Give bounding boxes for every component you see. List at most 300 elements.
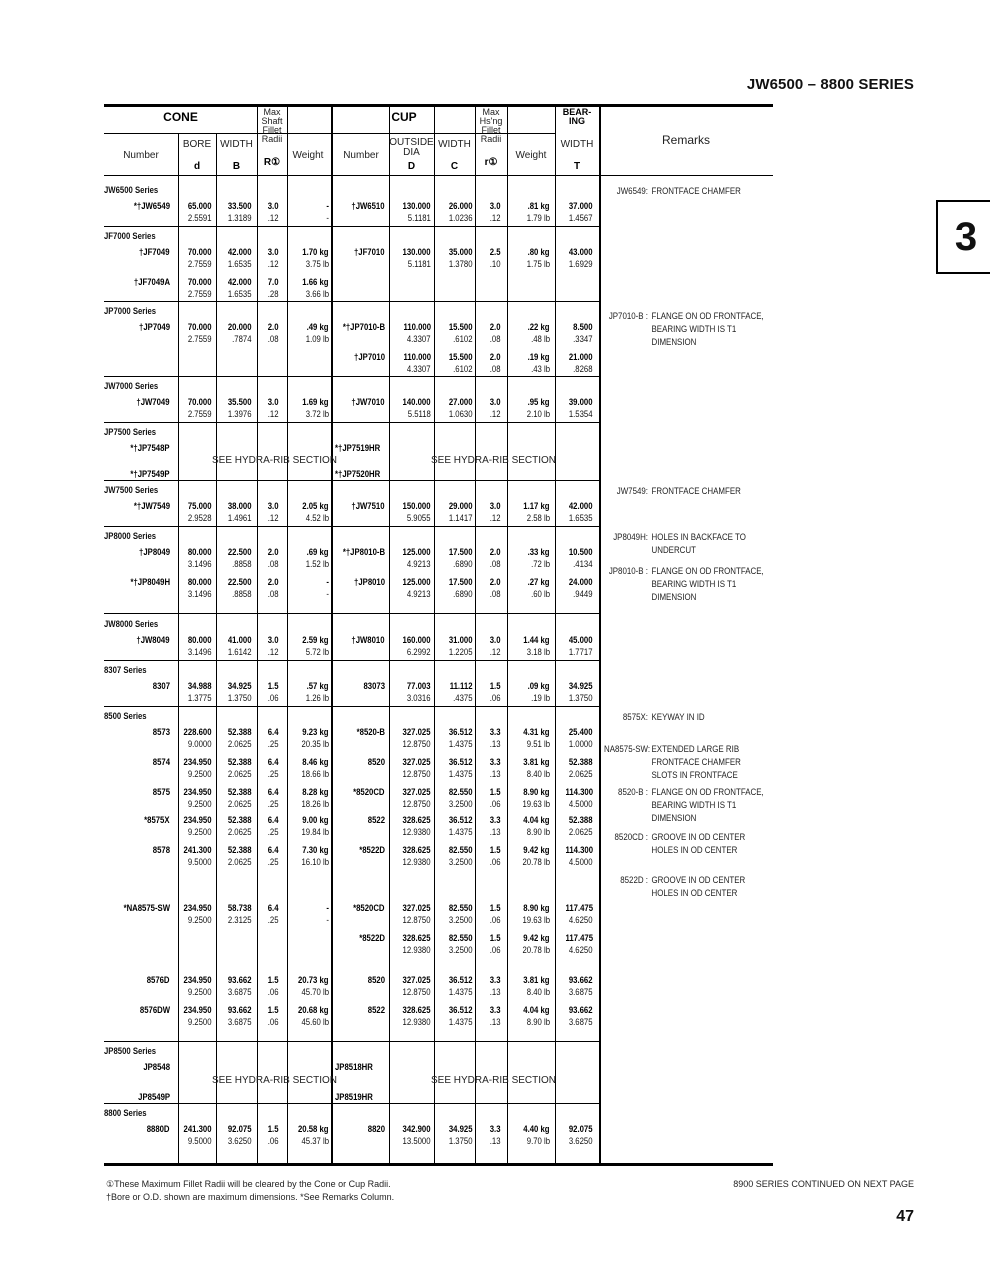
od-inch: 5.9055: [407, 513, 431, 523]
cwidth-metric: 82.550: [449, 903, 473, 913]
page-title: JW6500 – 8800 SERIES: [746, 76, 914, 93]
od-inch: 12.9380: [403, 857, 431, 867]
cradius-inch: .10: [490, 259, 501, 269]
cup-number: *8522D: [359, 845, 385, 855]
remark-text: DIMENSION: [651, 592, 697, 602]
remark-text: UNDERCUT: [651, 545, 696, 555]
width-inch: 3.6250: [228, 1136, 252, 1146]
cradius-metric: 3.3: [490, 975, 501, 985]
width-metric: 33.500: [228, 201, 252, 211]
cwidth-inch: .6890: [453, 559, 473, 569]
cup-number: †JW6510: [351, 201, 385, 211]
cweight-inch: .60 lb: [531, 589, 550, 599]
remark-key: JP7010-B :: [608, 311, 648, 321]
bore-metric: 34.988: [188, 681, 212, 691]
bwidth-metric: 92.075: [569, 1124, 593, 1134]
weight-metric: 1.66 kg: [302, 277, 329, 287]
bwidth-metric: 43.000: [569, 247, 593, 257]
cwidth-metric: 36.512: [449, 757, 473, 767]
cweight-metric: .95 kg: [528, 397, 550, 407]
cup-number: 8522: [367, 815, 385, 825]
od-inch: 4.9213: [407, 589, 431, 599]
od-inch: 12.8750: [403, 987, 431, 997]
column-line: [555, 104, 556, 1163]
cradius-inch: .06: [490, 799, 501, 809]
cup-number: 8820: [367, 1124, 385, 1134]
cradius-inch: .13: [490, 827, 501, 837]
radius-inch: .25: [268, 769, 279, 779]
bwidth-inch: 4.5000: [569, 799, 593, 809]
cwidth-inch: 1.4375: [449, 769, 473, 779]
od-metric: 130.000: [403, 247, 431, 257]
width-inch: 1.6535: [228, 259, 252, 269]
weight-inch: 18.66 lb: [301, 769, 329, 779]
od-inch: 12.8750: [403, 799, 431, 809]
page-number: 47: [896, 1208, 914, 1225]
remark: [604, 185, 741, 198]
cup-weight-header: Weight: [515, 150, 547, 161]
width-inch: 1.4961: [228, 513, 252, 523]
hydra-rib-note: SEE HYDRA-RIB SECTION: [212, 455, 338, 466]
bore-metric: 70.000: [188, 277, 212, 287]
radius-metric: 2.0: [268, 577, 279, 587]
cwidth-metric: 82.550: [449, 787, 473, 797]
bwidth-inch: 2.0625: [569, 769, 593, 779]
bwidth-metric: 10.500: [569, 547, 593, 557]
cone-number: *†JP8049H: [130, 577, 170, 587]
cradius-metric: 3.3: [490, 1124, 501, 1134]
bwidth-inch: 1.3750: [569, 693, 593, 703]
cradius-inch: .08: [490, 334, 501, 344]
bore-metric: 234.950: [184, 975, 212, 985]
cup-number: 83073: [363, 681, 385, 691]
bore-inch: 2.7559: [188, 259, 212, 269]
weight-metric: 8.46 kg: [302, 757, 329, 767]
radius-metric: 1.5: [268, 975, 279, 985]
remark-text: GROOVE IN OD CENTER: [651, 875, 746, 885]
series-label: 8800 Series: [104, 1108, 147, 1118]
cweight-metric: 9.42 kg: [523, 933, 550, 943]
cweight-inch: 9.51 lb: [526, 739, 550, 749]
remarks-header: Remarks: [661, 133, 710, 147]
width-metric: 52.388: [228, 787, 252, 797]
remark-text: HOLES IN BACKFACE TO: [651, 532, 746, 542]
remark-key: JP8010-B :: [608, 566, 648, 576]
remark: [604, 786, 764, 823]
bwidth-inch: 1.7717: [569, 647, 593, 657]
width-metric: 52.388: [228, 845, 252, 855]
remark-text: FLANGE ON OD FRONTFACE,: [651, 311, 764, 321]
weight-metric: 20.58 kg: [298, 1124, 329, 1134]
remark-key: JP8049H:: [613, 532, 648, 542]
cone-number: 8573: [152, 727, 170, 737]
cwidth-inch: .6102: [453, 334, 473, 344]
cwidth-inch: 3.2500: [449, 945, 473, 955]
remark-key: 8575X:: [622, 712, 648, 722]
section-tab[interactable]: 3: [936, 200, 990, 274]
bwidth-metric: 52.388: [569, 757, 593, 767]
remark-text: BEARING WIDTH IS T1: [651, 324, 737, 334]
remark: [604, 711, 705, 724]
cweight-metric: 4.31 kg: [523, 727, 550, 737]
hydra-rib-note: SEE HYDRA-RIB SECTION: [431, 455, 557, 466]
weight-metric: .49 kg: [307, 322, 329, 332]
cwidth-metric: 36.512: [449, 1005, 473, 1015]
cradius-inch: .12: [490, 213, 501, 223]
cone-number: 8578: [152, 845, 170, 855]
cone-number: †JW8049: [136, 635, 170, 645]
bore-inch: 9.0000: [188, 739, 212, 749]
cweight-inch: 1.75 lb: [526, 259, 550, 269]
cweight-inch: 2.58 lb: [526, 513, 550, 523]
od-metric: 328.625: [403, 933, 431, 943]
weight-metric: -: [326, 201, 329, 211]
width-inch: 2.0625: [228, 827, 252, 837]
width-metric: 22.500: [228, 577, 252, 587]
cup-number: *†JP7519HR: [335, 443, 381, 453]
cwidth-metric: 35.000: [449, 247, 473, 257]
table-bottom-rule: [104, 1163, 773, 1166]
cone-number-header: Number: [123, 150, 159, 161]
remark-text: SLOTS IN FRONTFACE: [651, 770, 738, 780]
cweight-inch: 20.78 lb: [522, 945, 550, 955]
cweight-metric: 9.42 kg: [523, 845, 550, 855]
remark-text: BEARING WIDTH IS T1: [651, 800, 737, 810]
radius-inch: .25: [268, 857, 279, 867]
cradius-metric: 3.3: [490, 1005, 501, 1015]
cup-number: JP8519HR: [335, 1092, 373, 1102]
weight-inch: 3.66 lb: [305, 289, 329, 299]
cwidth-inch: 1.4375: [449, 987, 473, 997]
cwidth-metric: 36.512: [449, 815, 473, 825]
cradius-metric: 3.0: [490, 397, 501, 407]
radius-inch: .08: [268, 334, 279, 344]
cone-number: JP8548: [143, 1062, 170, 1072]
cradius-metric: 2.0: [490, 322, 501, 332]
bore-metric: 80.000: [188, 577, 212, 587]
radius-metric: 3.0: [268, 201, 279, 211]
cweight-metric: 4.40 kg: [523, 1124, 550, 1134]
series-label: JF7000 Series: [104, 231, 156, 241]
remark-text: KEYWAY IN ID: [651, 712, 705, 722]
cone-number: *†JP7548P: [130, 443, 170, 453]
cone-number: 8307: [152, 681, 170, 691]
cweight-inch: 8.40 lb: [526, 987, 550, 997]
remark-text: HOLES IN OD CENTER: [651, 845, 738, 855]
bwidth-inch: 3.6875: [569, 1017, 593, 1027]
bore-inch: 2.7559: [188, 334, 212, 344]
cwidth-metric: 34.925: [449, 1124, 473, 1134]
od-inch: 12.8750: [403, 769, 431, 779]
width-metric: 52.388: [228, 815, 252, 825]
cradius-metric: 3.3: [490, 727, 501, 737]
cone-number: *NA8575-SW: [123, 903, 170, 913]
T-symbol: T: [573, 161, 581, 172]
radius-metric: 3.0: [268, 635, 279, 645]
cwidth-inch: 1.4375: [449, 827, 473, 837]
radius-metric: 1.5: [268, 1124, 279, 1134]
weight-inch: -: [326, 213, 329, 223]
cradius-inch: .06: [490, 857, 501, 867]
radius-inch: .12: [268, 647, 279, 657]
cup-number-header: Number: [343, 150, 379, 161]
cradius-metric: 2.0: [490, 577, 501, 587]
weight-metric: 9.00 kg: [302, 815, 329, 825]
cradius-metric: 3.0: [490, 501, 501, 511]
cradius-metric: 1.5: [490, 903, 501, 913]
series-label: JW7000 Series: [104, 381, 159, 391]
cradius-inch: .08: [490, 559, 501, 569]
cweight-inch: 8.90 lb: [526, 1017, 550, 1027]
cweight-inch: 19.63 lb: [522, 799, 550, 809]
width-metric: 52.388: [228, 757, 252, 767]
cup-number: 8522: [367, 1005, 385, 1015]
cweight-metric: 8.90 kg: [523, 787, 550, 797]
cradius-inch: .13: [490, 769, 501, 779]
cradius-metric: 3.0: [490, 201, 501, 211]
cradius-inch: .13: [490, 1136, 501, 1146]
cweight-metric: .80 kg: [528, 247, 550, 257]
cwidth-metric: 29.000: [449, 501, 473, 511]
od-metric: 327.025: [403, 787, 431, 797]
weight-inch: -: [326, 589, 329, 599]
weight-metric: -: [326, 903, 329, 913]
cweight-inch: 20.78 lb: [522, 857, 550, 867]
bwidth-inch: 3.6875: [569, 987, 593, 997]
radius-metric: 6.4: [268, 903, 279, 913]
cradius-metric: 2.5: [490, 247, 501, 257]
bore-inch: 3.1496: [188, 647, 212, 657]
remark: [604, 310, 764, 347]
width-inch: .7874: [232, 334, 252, 344]
bore-metric: 241.300: [184, 845, 212, 855]
remark-key: JW7549:: [616, 486, 648, 496]
radius-inch: .12: [268, 213, 279, 223]
weight-metric: 7.30 kg: [302, 845, 329, 855]
width-inch: 2.3125: [228, 915, 252, 925]
remark-text: FRONTFACE CHAMFER: [651, 486, 741, 496]
cweight-inch: 19.63 lb: [522, 915, 550, 925]
bore-header: BORE: [182, 139, 212, 150]
remark: [604, 565, 764, 602]
cup-number: †JP7010: [353, 352, 385, 362]
cone-width-header: WIDTH: [220, 139, 253, 150]
bore-metric: 70.000: [188, 322, 212, 332]
weight-inch: -: [326, 915, 329, 925]
cradius-inch: .08: [490, 589, 501, 599]
bwidth-inch: 1.5354: [569, 409, 593, 419]
bwidth-inch: 4.5000: [569, 857, 593, 867]
width-inch: .8858: [232, 589, 252, 599]
max-shaft-fillet-header: Max Shaft Fillet Radii: [261, 107, 283, 144]
bwidth-metric: 39.000: [569, 397, 593, 407]
od-metric: 140.000: [403, 397, 431, 407]
cone-number: *8575X: [144, 815, 170, 825]
cone-number: *†JW7549: [133, 501, 170, 511]
cone-number: †JF7049A: [133, 277, 170, 287]
bwidth-metric: 8.500: [573, 322, 593, 332]
cwidth-inch: 1.3780: [449, 259, 473, 269]
weight-inch: 4.52 lb: [305, 513, 329, 523]
bore-inch: 2.9528: [188, 513, 212, 523]
cradius-inch: .13: [490, 739, 501, 749]
weight-metric: 8.28 kg: [302, 787, 329, 797]
od-inch: 4.3307: [407, 364, 431, 374]
series-label: JP8500 Series: [104, 1046, 157, 1056]
cradius-inch: .06: [490, 693, 501, 703]
cone-weight-header: Weight: [292, 150, 324, 161]
cwidth-metric: 36.512: [449, 727, 473, 737]
remark-text: FLANGE ON OD FRONTFACE,: [651, 787, 764, 797]
remark: [604, 831, 746, 855]
bore-inch: 9.2500: [188, 799, 212, 809]
cweight-metric: .33 kg: [528, 547, 550, 557]
width-metric: 42.000: [228, 277, 252, 287]
radius-metric: 3.0: [268, 501, 279, 511]
cup-number: †JF7010: [354, 247, 385, 257]
cweight-metric: .27 kg: [528, 577, 550, 587]
bwidth-inch: 1.6929: [569, 259, 593, 269]
radius-inch: .12: [268, 513, 279, 523]
od-metric: 327.025: [403, 903, 431, 913]
od-inch: 5.1181: [407, 259, 431, 269]
cone-number: 8575: [152, 787, 170, 797]
bore-inch: 1.3775: [188, 693, 212, 703]
bwidth-inch: 4.6250: [569, 945, 593, 955]
cradius-inch: .13: [490, 1017, 501, 1027]
od-metric: 125.000: [403, 547, 431, 557]
width-metric: 34.925: [228, 681, 252, 691]
cup-number: †JW7510: [351, 501, 385, 511]
radius-inch: .06: [268, 987, 279, 997]
radius-metric: 2.0: [268, 322, 279, 332]
series-label: JW6500 Series: [104, 185, 159, 195]
cone-number: †JF7049: [139, 247, 170, 257]
cup-number: 8520: [367, 757, 385, 767]
cradius-metric: 1.5: [490, 845, 501, 855]
bwidth-metric: 117.475: [565, 903, 593, 913]
cwidth-metric: 82.550: [449, 845, 473, 855]
bwidth-inch: 3.6250: [569, 1136, 593, 1146]
radius-metric: 6.4: [268, 787, 279, 797]
continued-note: 8900 SERIES CONTINUED ON NEXT PAGE: [733, 1179, 914, 1189]
bore-metric: 75.000: [188, 501, 212, 511]
cweight-metric: 3.81 kg: [523, 975, 550, 985]
radius-metric: 6.4: [268, 845, 279, 855]
cwidth-inch: 1.2205: [449, 647, 473, 657]
od-metric: 327.025: [403, 727, 431, 737]
header-bottom-rule: [104, 175, 773, 176]
bwidth-inch: .4134: [573, 559, 593, 569]
cup-number: *8522D: [359, 933, 385, 943]
cup-header-rule: [333, 133, 555, 134]
cwidth-inch: 1.3750: [449, 1136, 473, 1146]
remark-key: NA8575-SW:: [604, 744, 651, 754]
cone-number: †JP8049: [138, 547, 170, 557]
remark: [604, 485, 741, 498]
bore-inch: 3.1496: [188, 589, 212, 599]
remark-key: 8522D :: [620, 875, 648, 885]
weight-inch: 45.37 lb: [301, 1136, 329, 1146]
r-symbol: r①: [484, 157, 498, 168]
bore-inch: 2.7559: [188, 409, 212, 419]
weight-inch: 1.52 lb: [305, 559, 329, 569]
radius-inch: .08: [268, 589, 279, 599]
cweight-inch: 8.90 lb: [526, 827, 550, 837]
weight-inch: 1.26 lb: [305, 693, 329, 703]
cone-number: *†JW6549: [133, 201, 170, 211]
series-label: 8500 Series: [104, 711, 147, 721]
radius-inch: .25: [268, 827, 279, 837]
bore-inch: 9.2500: [188, 1017, 212, 1027]
cwidth-inch: .6102: [453, 364, 473, 374]
bore-metric: 80.000: [188, 547, 212, 557]
bore-metric: 234.950: [184, 1005, 212, 1015]
column-line: [287, 104, 288, 1163]
width-inch: 1.3976: [228, 409, 252, 419]
D-symbol: D: [407, 161, 416, 172]
cradius-inch: .12: [490, 409, 501, 419]
weight-metric: 20.68 kg: [298, 1005, 329, 1015]
od-inch: 5.1181: [407, 213, 431, 223]
cweight-inch: 9.70 lb: [526, 1136, 550, 1146]
cup-number: JP8518HR: [335, 1062, 373, 1072]
cradius-metric: 1.5: [490, 681, 501, 691]
bwidth-metric: 52.388: [569, 815, 593, 825]
width-metric: 41.000: [228, 635, 252, 645]
radius-inch: .06: [268, 1017, 279, 1027]
width-metric: 22.500: [228, 547, 252, 557]
series-label: 8307 Series: [104, 665, 147, 675]
weight-inch: 3.72 lb: [305, 409, 329, 419]
bwidth-metric: 114.300: [565, 787, 593, 797]
remark-text: DIMENSION: [651, 813, 697, 823]
weight-inch: 3.75 lb: [305, 259, 329, 269]
weight-metric: .69 kg: [307, 547, 329, 557]
remark-text: DIMENSION: [651, 337, 697, 347]
od-inch: 12.8750: [403, 739, 431, 749]
cwidth-inch: 1.1417: [449, 513, 473, 523]
cwidth-metric: 15.500: [449, 322, 473, 332]
radius-metric: 7.0: [268, 277, 279, 287]
od-metric: 342.900: [403, 1124, 431, 1134]
cradius-inch: .12: [490, 513, 501, 523]
cweight-metric: 4.04 kg: [523, 815, 550, 825]
width-metric: 92.075: [228, 1124, 252, 1134]
series-label: JW8000 Series: [104, 619, 159, 629]
width-metric: 93.662: [228, 1005, 252, 1015]
od-inch: 5.5118: [407, 409, 431, 419]
cwidth-metric: 17.500: [449, 577, 473, 587]
cweight-inch: .19 lb: [531, 693, 550, 703]
radius-metric: 3.0: [268, 247, 279, 257]
bwidth-metric: 24.000: [569, 577, 593, 587]
cweight-metric: 4.04 kg: [523, 1005, 550, 1015]
cwidth-inch: 3.2500: [449, 857, 473, 867]
od-metric: 110.000: [403, 322, 431, 332]
cup-number: †JW8010: [351, 635, 385, 645]
bore-metric: 70.000: [188, 397, 212, 407]
cup-number: *8520CD: [353, 903, 385, 913]
cweight-metric: .09 kg: [528, 681, 550, 691]
column-line: [257, 133, 258, 1163]
radius-inch: .25: [268, 739, 279, 749]
series-label: JP7000 Series: [104, 306, 157, 316]
cwidth-inch: 1.0630: [449, 409, 473, 419]
bore-inch: 3.1496: [188, 559, 212, 569]
R-symbol: R①: [263, 157, 281, 168]
od-metric: 130.000: [403, 201, 431, 211]
